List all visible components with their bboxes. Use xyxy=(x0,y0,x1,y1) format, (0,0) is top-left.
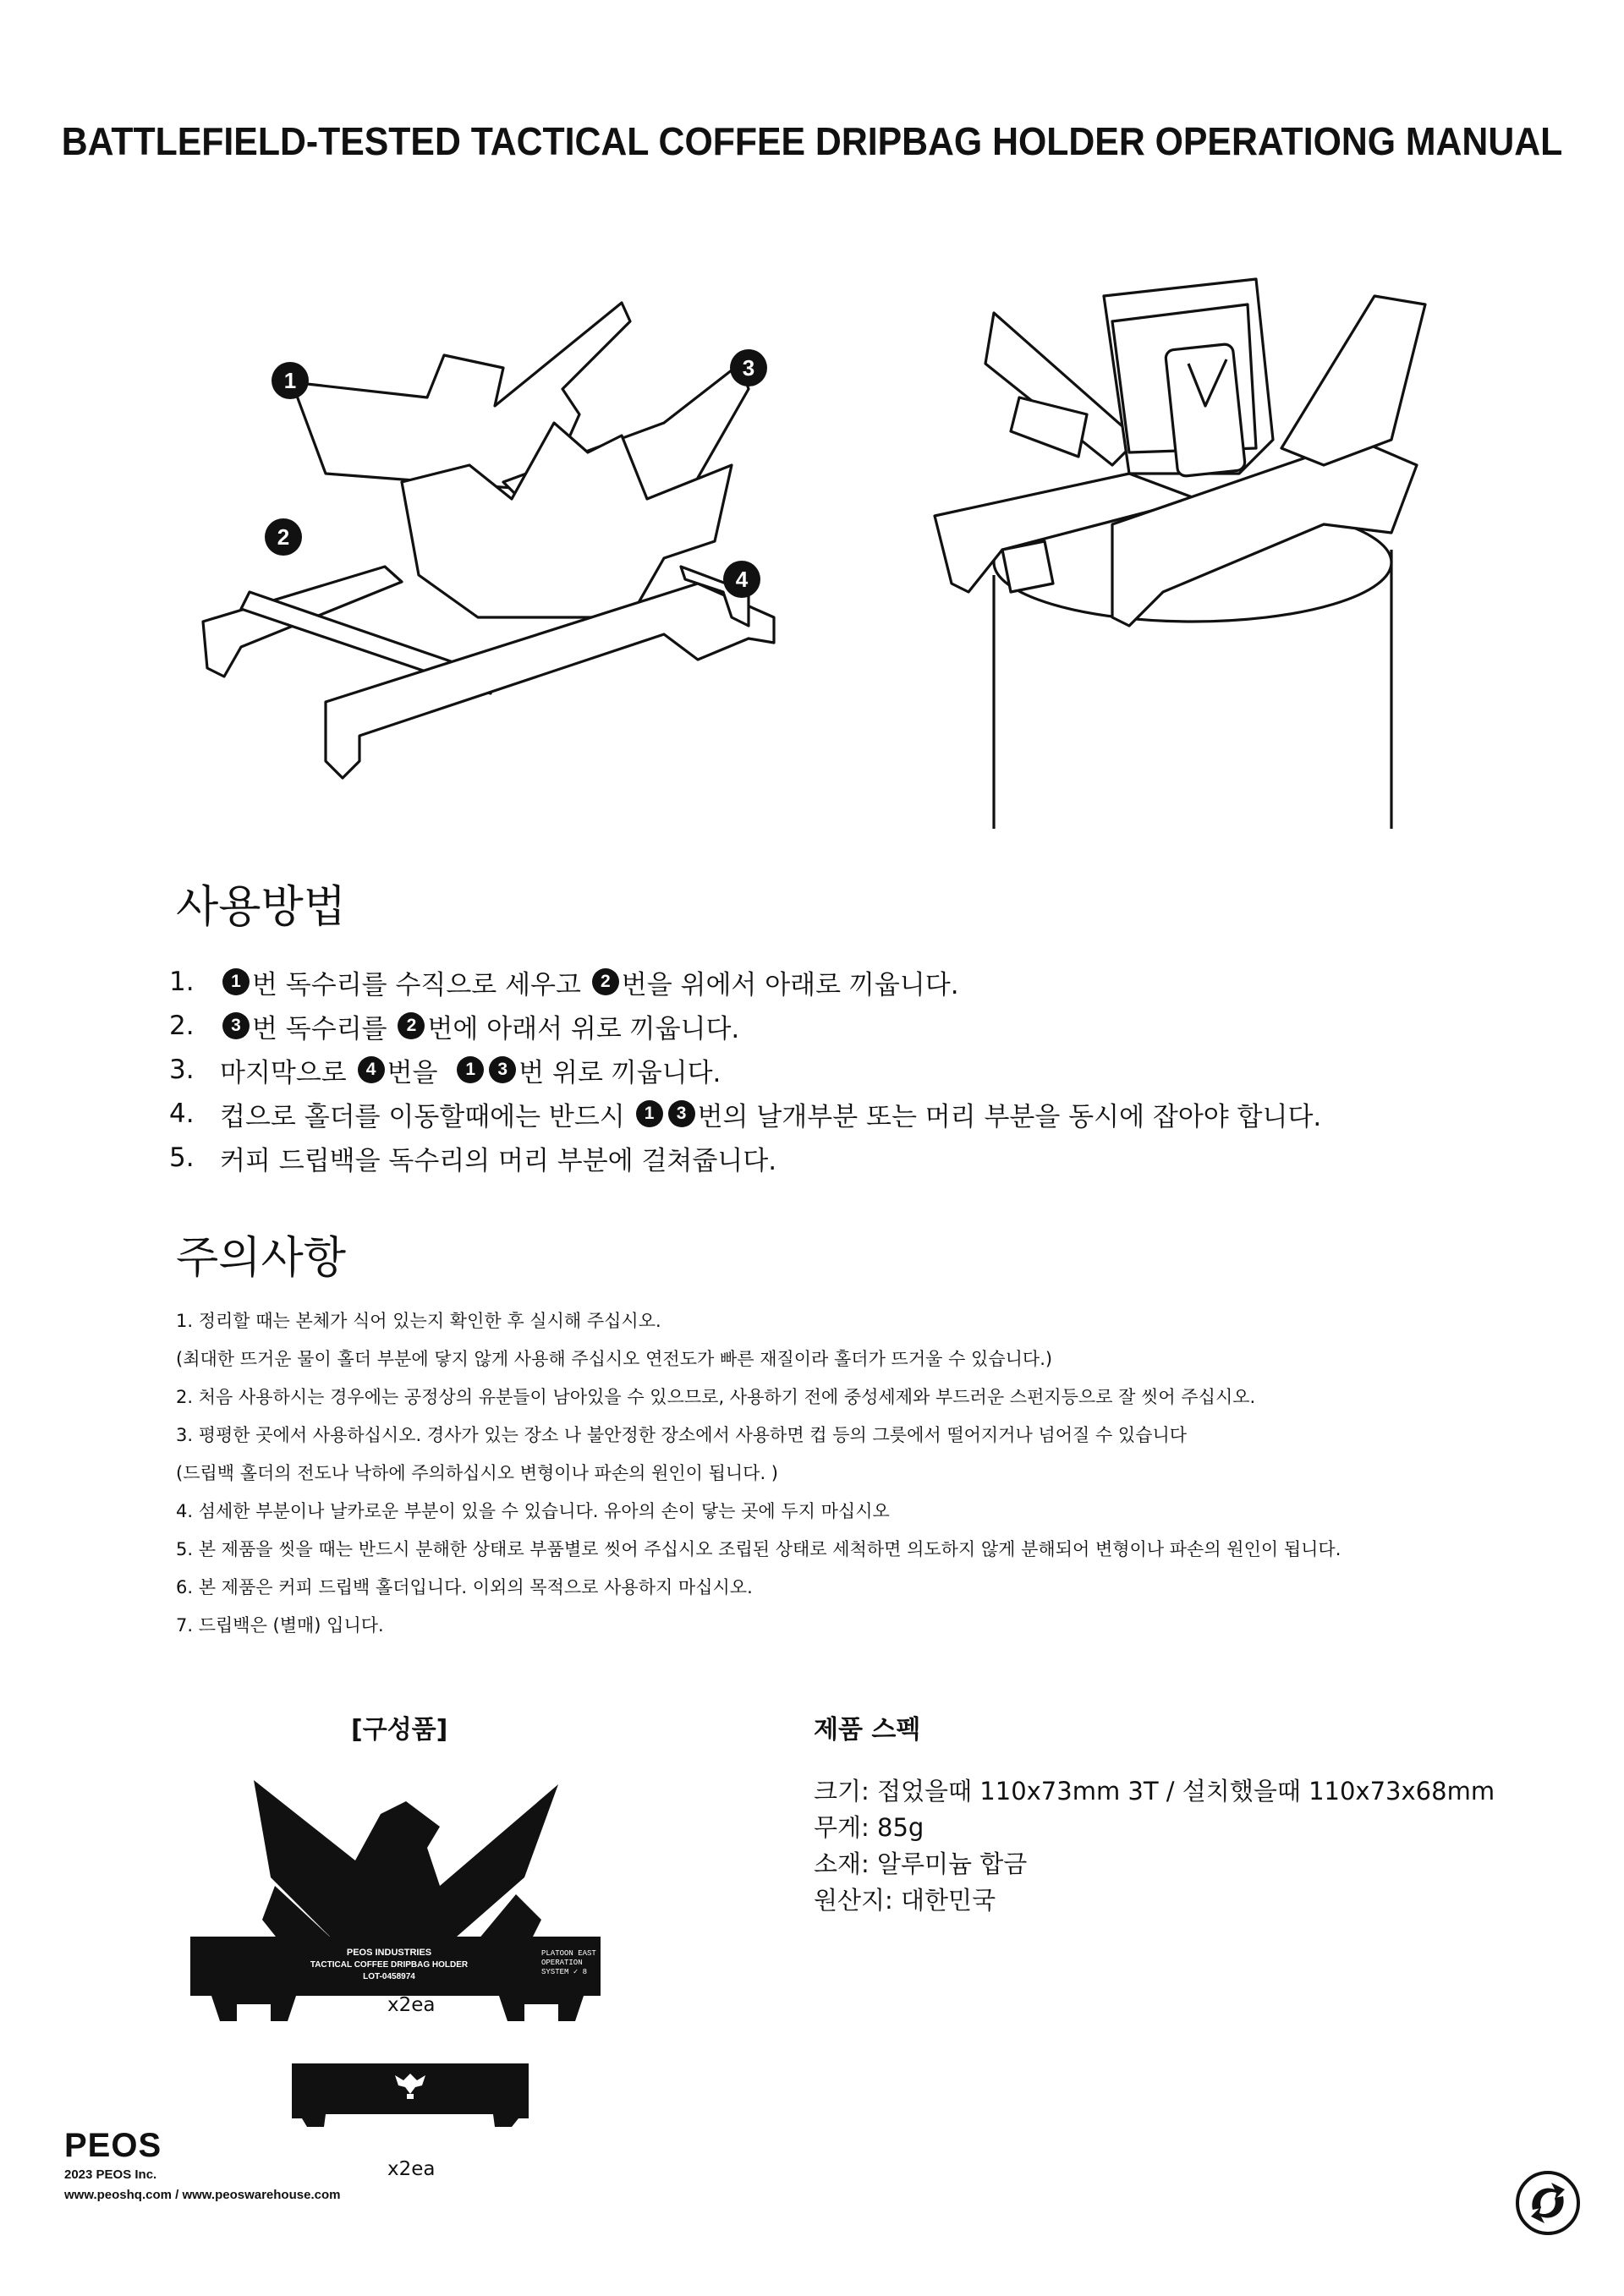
usage-step xyxy=(169,960,1321,1004)
caution-line: 5. 본 제품을 씻을 때는 반드시 분해한 상태로 부품별로 씻어 주십시오 조립된 상태로 세척하면 의도하지 않게 분해되어 변형이나 파손의 원인이 됩니다. xyxy=(176,1539,1341,1559)
step-text: 번을 위에서 아래로 끼웁니다. xyxy=(621,969,959,1000)
step-text: 번에 아래서 위로 끼웁니다. xyxy=(427,1013,740,1044)
step-text: 번을 xyxy=(387,1057,455,1088)
step-text: 번 독수리를 xyxy=(252,1013,396,1044)
page-title: BATTLEFIELD-TESTED TACTICAL COFFEE DRIPBAG HOLDER OPERATIONG MANUAL xyxy=(61,119,1563,163)
cautions-list xyxy=(176,1302,1341,1645)
plate-piece-illustration xyxy=(292,2055,529,2134)
svg-text:PLATOON EAST: PLATOON EAST xyxy=(541,1949,596,1958)
caution-line: 6. 본 제품은 커피 드립백 홀더입니다. 이외의 목적으로 사용하지 마십시오. xyxy=(176,1577,753,1597)
cautions-heading: 주의사항 xyxy=(176,1233,346,1284)
svg-text:4: 4 xyxy=(735,567,749,592)
usage-step xyxy=(169,1136,1321,1180)
caution-line: 2. 처음 사용하시는 경우에는 공정상의 유분들이 남아있을 수 있으므로, 사용하기 전에 중성세제와 부드러운 스펀지등으로 잘 씻어 주십시오. xyxy=(176,1387,1256,1407)
usage-step xyxy=(169,1048,1321,1092)
step-text: 커피 드립백을 독수리의 머리 부분에 걸쳐줍니다. xyxy=(220,1145,777,1176)
number-badge-icon: 2 xyxy=(398,1012,425,1039)
caution-line: 1. 정리할 때는 본체가 식어 있는지 확인한 후 실시해 주십시오. xyxy=(176,1311,661,1331)
caution-line: (최대한 뜨거운 물이 홀더 부분에 닿지 않게 사용해 주십시오 연전도가 빠른 재질이라 홀더가 뜨거울 수 있습니다.) xyxy=(176,1349,1053,1369)
copyright: 2023 PEOS Inc. xyxy=(64,2167,157,2182)
assembled-cup-figure xyxy=(918,271,1442,846)
brand-footer xyxy=(64,2127,340,2206)
marker-1-icon xyxy=(272,362,309,399)
svg-text:2: 2 xyxy=(277,524,290,550)
usage-heading: 사용방법 xyxy=(176,882,346,933)
step-text: 번의 날개부분 또는 머리 부분을 동시에 잡아야 합니다. xyxy=(697,1101,1322,1132)
caution-line: 7. 드립백은 (별매) 입니다. xyxy=(176,1615,384,1636)
step-text: 번 독수리를 수직으로 세우고 xyxy=(252,969,590,1000)
step-number: 2. xyxy=(169,1011,195,1041)
usage-step xyxy=(169,1092,1321,1136)
step-number: 4. xyxy=(169,1099,195,1129)
number-badge-icon: 1 xyxy=(222,968,250,995)
svg-text:SYSTEM ✓ 8: SYSTEM ✓ 8 xyxy=(541,1968,588,1976)
marker-4-icon xyxy=(723,561,760,598)
step-number: 1. xyxy=(169,967,195,997)
recycle-icon xyxy=(1514,2169,1582,2240)
spec-line: 크기: 접었을때 110x73mm 3T / 설치했을때 110x73x68mm xyxy=(814,1777,1495,1806)
marker-2-icon xyxy=(265,518,302,556)
svg-text:TACTICAL COFFEE DRIPBAG HOLDER: TACTICAL COFFEE DRIPBAG HOLDER xyxy=(310,1960,469,1970)
parts-assembly-figure xyxy=(190,288,833,795)
caution-line: 3. 평평한 곳에서 사용하십시오. 경사가 있는 장소 나 불안정한 장소에서 사용하면 컵 등의 그릇에서 떨어지거나 넘어질 수 있습니다 xyxy=(176,1425,1188,1445)
spec-line: 소재: 알루미늄 합금 xyxy=(814,1849,1028,1878)
number-badge-icon: 2 xyxy=(592,968,619,995)
step-number: 3. xyxy=(169,1055,195,1085)
svg-text:1: 1 xyxy=(283,368,297,393)
brand-logo: PEOS xyxy=(64,2127,162,2164)
svg-text:PEOS INDUSTRIES: PEOS INDUSTRIES xyxy=(346,1948,432,1958)
svg-text:OPERATION: OPERATION xyxy=(541,1959,583,1967)
website-links[interactable]: www.peoshq.com / www.peoswarehouse.com xyxy=(64,2188,341,2202)
step-text: 마지막으로 xyxy=(220,1057,355,1088)
number-badge-icon: 3 xyxy=(489,1056,516,1083)
spec-line: 원산지: 대한민국 xyxy=(814,1886,996,1915)
spec-list xyxy=(814,1773,1495,1919)
marker-3-icon xyxy=(730,349,767,386)
svg-text:3: 3 xyxy=(742,355,755,381)
caution-line: 4. 섬세한 부분이나 날카로운 부분이 있을 수 있습니다. 유아의 손이 닿는 곳에 두지 마십시오 xyxy=(176,1501,890,1521)
number-badge-icon: 1 xyxy=(457,1056,484,1083)
step-text: 컵으로 홀더를 이동할때에는 반드시 xyxy=(220,1101,634,1132)
number-badge-icon: 1 xyxy=(636,1100,663,1127)
eagle-qty: x2ea xyxy=(387,1994,436,2016)
spec-heading: 제품 스펙 xyxy=(814,1715,921,1745)
number-badge-icon: 4 xyxy=(358,1056,385,1083)
number-badge-icon: 3 xyxy=(668,1100,695,1127)
components-heading: [구성품] xyxy=(351,1715,448,1745)
usage-step xyxy=(169,1004,1321,1048)
step-number: 5. xyxy=(169,1143,195,1173)
number-badge-icon: 3 xyxy=(222,1012,250,1039)
step-text: 번 위로 끼웁니다. xyxy=(518,1057,721,1088)
spec-line: 무게: 85g xyxy=(814,1813,924,1842)
svg-text:LOT-0458974: LOT-0458974 xyxy=(363,1972,415,1981)
usage-steps-list xyxy=(169,960,1321,1180)
caution-line: (드립백 홀더의 전도나 낙하에 주의하십시오 변형이나 파손의 원인이 됩니다. ) xyxy=(176,1463,779,1483)
plate-qty: x2ea xyxy=(387,2158,436,2180)
